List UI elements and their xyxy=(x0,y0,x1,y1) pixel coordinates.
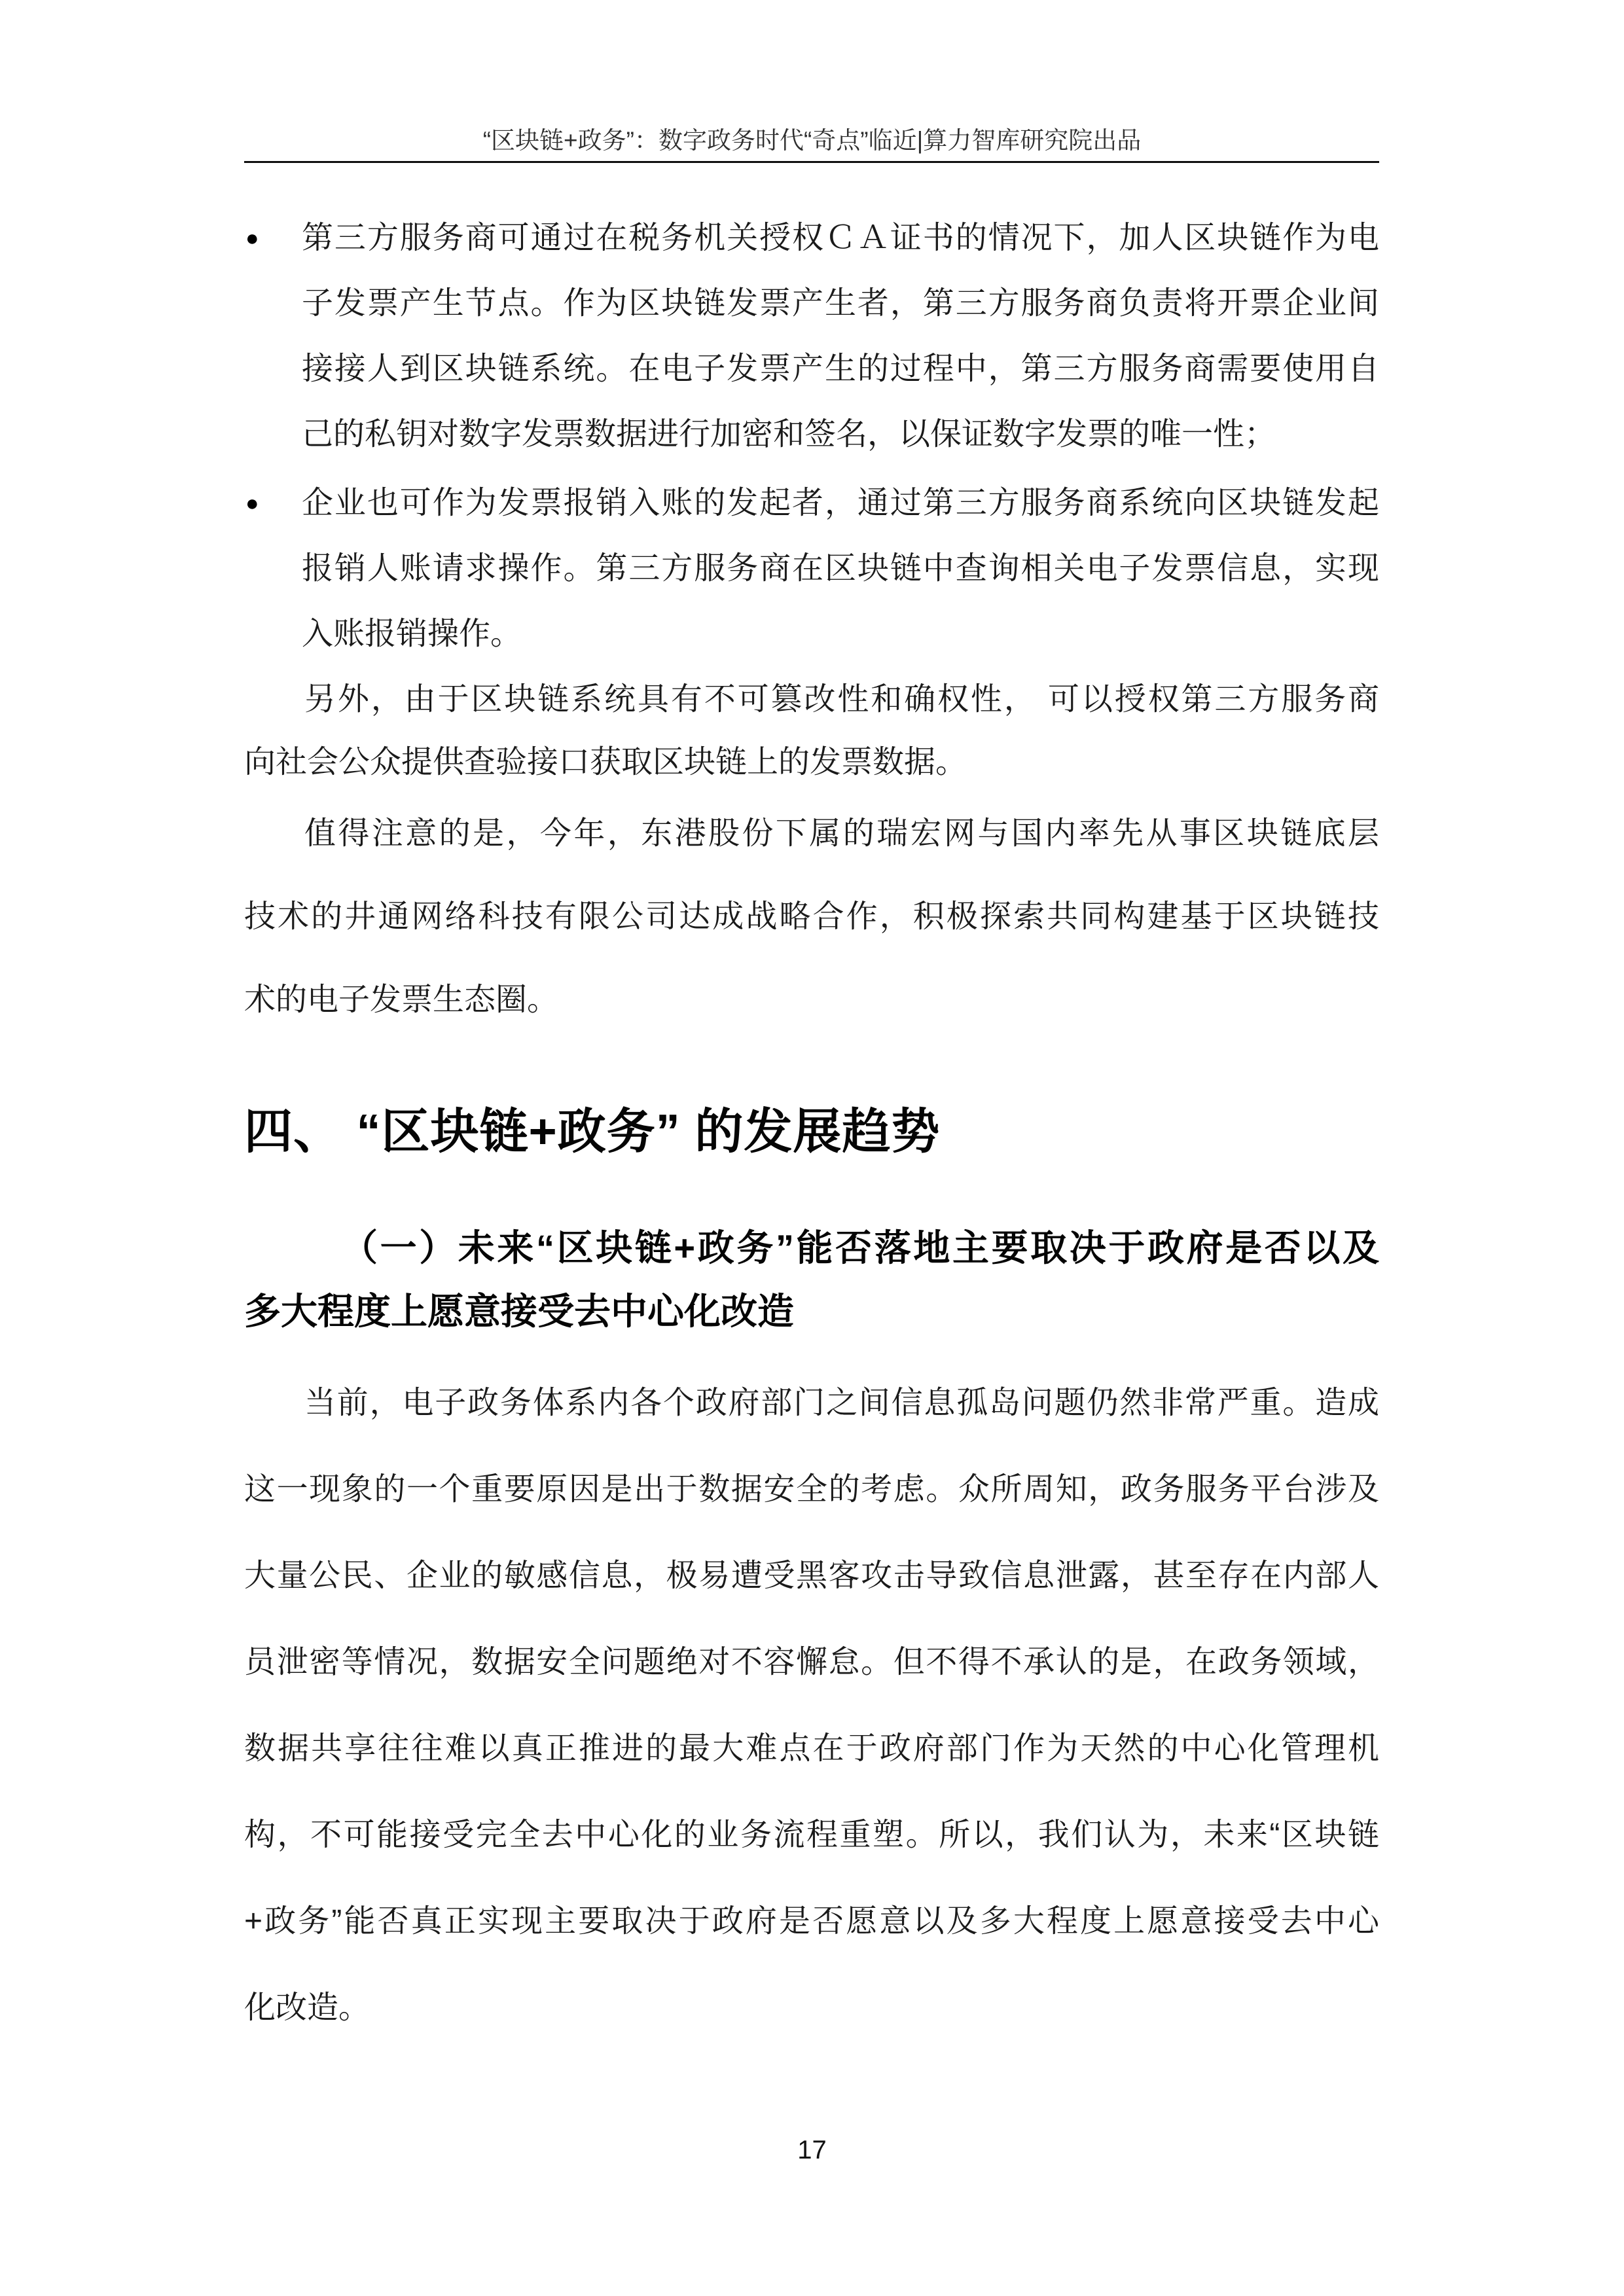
paragraph-line: 向社会公众提供查验接口获取区块链上的发票数据。 xyxy=(244,745,967,780)
subsection-heading-line: 多大程度上愿意接受去中心化改造 xyxy=(244,1291,794,1332)
bullet-line: 己的私钥对数字发票数据进行加密和签名，以保证数字发票的唯一性； xyxy=(302,417,1276,452)
body-line: 化改造。 xyxy=(244,1990,370,2025)
subsection-heading xyxy=(244,1216,1379,1343)
paragraph xyxy=(244,668,1379,794)
bullet-line: 报销人账请求操作。第三方服务商在区块链中查询相关电子发票信息，实现 xyxy=(302,551,1379,586)
paragraph-line: 术的电子发票生态圈。 xyxy=(244,982,559,1017)
body-line: 当前，电子政务体系内各个政府部门之间信息孤岛问题仍然非常严重。造成 xyxy=(304,1386,1379,1420)
paragraph-line: 值得注意的是，今年，东港股份下属的瑞宏网与国内率先从事区块链底层 xyxy=(304,816,1379,851)
bullet-list xyxy=(244,206,1379,667)
subsection-heading-line: （一）未来“区块链+政务”能否落地主要取决于政府是否以及 xyxy=(341,1227,1379,1268)
paragraph-line: 另外，由于区块链系统具有不可篡改性和确权性， 可以授权第三方服务商 xyxy=(304,682,1379,717)
paragraph-line: 技术的井通网络科技有限公司达成战略合作，积极探索共同构建基于区块链技 xyxy=(244,899,1379,934)
bullet-line: 子发票产生节点。作为区块链发票产生者，第三方服务商负责将开票企业间 xyxy=(302,286,1379,321)
body-line: 大量公民、企业的敏感信息，极易遭受黑客攻击导致信息泄露，甚至存在内部人 xyxy=(244,1558,1379,1593)
body-line: 数据共享往往难以真正推进的最大难点在于政府部门作为天然的中心化管理机 xyxy=(244,1731,1379,1766)
bullet-icon: ● xyxy=(245,491,259,516)
section-heading: 四、 “区块链+政务” 的发展趋势 xyxy=(244,1104,941,1158)
page-number: 17 xyxy=(797,2136,827,2164)
bullet-line: 企业也可作为发票报销入账的发起者，通过第三方服务商系统向区块链发起 xyxy=(302,486,1379,520)
header-divider xyxy=(244,161,1379,163)
body-line: 构，不可能接受完全去中心化的业务流程重塑。所以，我们认为，未来“区块链 xyxy=(244,1818,1379,1852)
page-header-title: “区块链+政务”：数字政务时代“奇点”临近|算力智库研究院出品 xyxy=(482,127,1142,154)
bullet-line: 接接人到区块链系统。在电子发票产生的过程中，第三方服务商需要使用自 xyxy=(302,351,1379,386)
body-line: +政务”能否真正实现主要取决于政府是否愿意以及多大程度上愿意接受去中心 xyxy=(244,1904,1379,1939)
body-line: 这一现象的一个重要原因是出于数据安全的考虑。众所周知，政务服务平台涉及 xyxy=(244,1472,1379,1507)
body-line: 员泄密等情况，数据安全问题绝对不容懈怠。但不得不承认的是，在政务领域， xyxy=(244,1645,1379,1679)
bullet-item xyxy=(244,206,1379,467)
bullet-line: 第三方服务商可通过在税务机关授权ＣＡ证书的情况下，加人区块链作为电 xyxy=(302,221,1379,255)
bullet-line: 入账报销操作。 xyxy=(302,617,522,651)
bullet-icon: ● xyxy=(245,226,259,251)
bullet-item xyxy=(244,471,1379,667)
paragraph xyxy=(244,792,1379,1041)
body-paragraph xyxy=(244,1360,1379,2051)
